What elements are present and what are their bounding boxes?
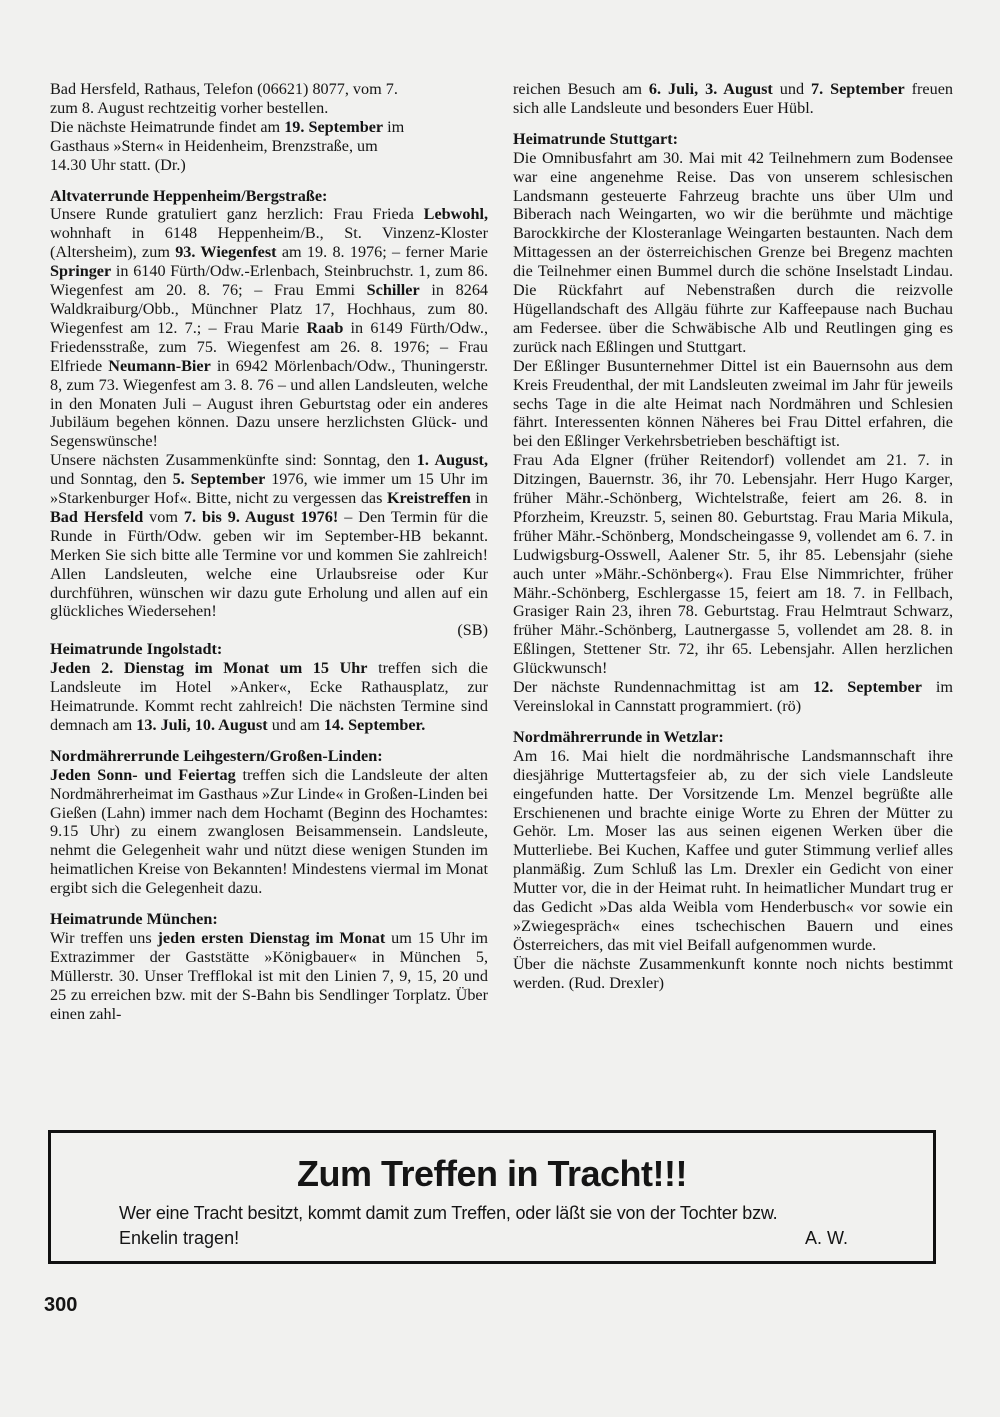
right-column <box>513 80 953 993</box>
section-heading: Heimatrunde Stuttgart: <box>513 129 678 148</box>
notice-box <box>48 1130 936 1264</box>
article-stuttgart <box>513 130 953 716</box>
paragraph: Jeden Sonn- und Feiertag treffen sich die Landsleute der alten Nordmährerheimat im Gasthaus »Zur Linde« in Großen-Linden bei Gießen (Lahn) immer nach dem Hochamt (Beginn des Hochamtes: 9.15 Uhr) zu einem zwanglosen Beisammensein. Landsleute, nehmt die Gelegenheit wahr und nützt diese wenigen Stunden im heimatlichen Kreise von Bekannten! Mindestens viermal im Monat ergibt sich die Gelegenheit dazu. <box>50 765 488 898</box>
paragraph: Am 16. Mai hielt die nordmährische Landsmannschaft ihre diesjährige Muttertagsfeier ab, zu der sich viele Landsleute eingefunden hatte. Der Vorsitzende Lm. Menzel begrüßte alle Erschienenen und brachte einige Worte zu Ehren der Mütter zu Gehör. Lm. Moser las aus seinen eigenen Werken über die Mutterliebe. Bei Kuchen, Kaffee und guter Stimmung verlief alles planmäßig. Zum Schluß las Lm. Drexler ein Gedicht von einer Mutter vor, die in der Heimat ruht. In heimatlicher Mundart trug er das Gedicht »Das alda Weibla vom Henderbusch« vor sowie ein »Zwiegespräch« eines tschechischen Bauern und eines Österreichers, das mit viel Beifall aufgenommen wurde. <box>513 746 953 954</box>
paragraph: Jeden 2. Dienstag im Monat um 15 Uhr treffen sich die Landsleute im Hotel »Anker«, Ecke Rathausplatz, zur Heimatrunde. Kommt recht zahlreich! Die nächsten Termine sind demnach am 13. Juli, 10. August und am 14. September. <box>50 659 488 734</box>
left-column <box>50 80 488 1024</box>
article-heppenheim <box>50 187 488 641</box>
text-line: Die nächste Heimatrunde findet am 19. September im <box>50 117 405 136</box>
paragraph: Unsere Runde gratuliert ganz herzlich: Frau Frieda Lebwohl, wohnhaft in 6148 Heppenheim/B., St. Vinzenz-Kloster (Altersheim), zum 93. Wiegenfest am 19. 8. 1976; – ferner Marie Springer in 6140 Fürth/Odw.-Erlenbach, Steinbruchstr. 1, zum 86. Wiegenfest am 20. 8. 76; – Frau Emmi Schiller in 8264 Waldkraiburg/Obb., Münchner Platz 17, Hochhaus, zum 80. Wiegenfest am 12. 7.; – Frau Marie Raab in 6149 Fürth/Odw., Friedensstraße, zum 75. Wiegenfest am 26. 8. 1976; – Frau Elfriede Neumann-Bier in 6942 Mörlenbach/Odw., Thuningerstr. 8, zum 73. Wiegenfest am 3. 8. 76 – und allen Landsleuten, welche in den Monaten Juli – August ihren Geburtstag oder ein anderes Jubiläum begehen können. Dazu unsere herzlichsten Glück- und Segenswünsche! <box>50 205 489 451</box>
paragraph: Frau Ada Elgner (früher Reitendorf) vollendet am 21. 7. in Ditzingen, Bauernstr. 36, ihr 70. Lebensjahr. Herr Hugo Karger, früher Mähr.-Schönberg, Wichtelstraße, feiert am 26. 8. in Pforzheim, Kreuzstr. 5, seinen 80. Geburtstag. Frau Maria Mikula, früher Mähr.-Schönberg, Mondscheingasse 9, vollendet am 6. 7. in Ludwigsburg-Osswell, Aalener Str. 5, ihr 85. Lebensjahr (siehe auch unter »Mähr.-Schönberg«). Frau Else Nimmrichter, früher Mähr.-Schönberg, Eschlergasse 15, feiert am 18. 7. in Fellbach, Grasiger Rain 23, ihren 78. Geburtstag. Frau Helmtraut Schwarz, früher Mähr.-Schönberg, Lautnergasse 5, vollendet am 28. 8. in Eßlingen, Stettener Str. 72, ihr 65. Lebensjahr. Allen herzlichen Glückwunsch! <box>513 451 953 678</box>
section-heading: Altvaterrunde Heppenheim/Bergstraße: <box>50 186 328 205</box>
text-line: Gasthaus »Stern« in Heidenheim, Brenzstraße, um <box>50 136 378 155</box>
article-ingolstadt <box>50 640 488 735</box>
notice-text: Enkelin tragen! <box>119 1228 240 1248</box>
notice-title: Zum Treffen in Tracht!!! <box>296 1153 687 1194</box>
author-initials: (SB) <box>457 621 488 640</box>
article-muenchen <box>50 910 488 1023</box>
page-number: 300 <box>44 1294 78 1316</box>
paragraph: reichen Besuch am 6. Juli, 3. August und 7. September freuen sich alle Landsleute und besonders Euer Hübl. <box>513 80 953 117</box>
paragraph: Der Eßlinger Busunternehmer Dittel ist ein Bauernsohn aus dem Kreis Freudenthal, der mit Landsleuten zweimal im Jahr für jeweils sechs Tage in die alte Heimat nach Nordmähren und Schlesien fährt. Interessenten können Näheres bei Frau Dittel erfahren, die bei den Eßlinger Verkehrsbetrieben beschäftigt ist. <box>513 356 953 451</box>
notice-signature: A. W. <box>804 1228 848 1248</box>
paragraph: Über die nächste Zusammenkunft konnte noch nichts bestimmt werden. (Rud. Drexler) <box>513 954 953 992</box>
paragraph: Die Omnibusfahrt am 30. Mai mit 42 Teilnehmern zum Bodensee war eine angenehme Reise. Das von unserem schlesischen Landsmann gesteuerte Fahrzeug brachte uns über Ulm und Biberach nach Weingarten, wo wir die berühmte und mächtige Barockkirche der Klosteranlage Weingarten bestaunten. Nach dem Mittagessen an der österreichischen Grenze bei Bregenz machten die Teilnehmer einen Bummel durch die schöne Inselstadt Lindau. Die Rückfahrt auf Nebenstraßen durch die reizvolle Hügellandschaft des Allgäu führte zur Kaffeepause nach Buchau am Federsee. über die Schwäbische Alb und Reutlingen ging es zurück nach Eßlingen und Stuttgart. <box>513 148 953 356</box>
article-leihgestern <box>50 747 488 898</box>
article-muenchen-continued <box>513 80 953 118</box>
notice-text: Wer eine Tracht besitzt, kommt damit zum Treffen, oder läßt sie von der Tochter bzw. <box>119 1203 778 1223</box>
article-wetzlar <box>513 728 953 993</box>
text-line: zum 8. August rechtzeitig vorher bestellen. <box>50 98 329 117</box>
paragraph: Der nächste Rundennachmittag ist am 12. September im Vereinslokal in Cannstatt programmiert. (rö) <box>513 678 953 715</box>
section-heading: Heimatrunde Ingolstadt: <box>50 640 223 659</box>
section-heading: Heimatrunde München: <box>50 910 218 929</box>
text-line: Bad Hersfeld, Rathaus, Telefon (06621) 8077, vom 7. <box>50 80 398 98</box>
section-heading: Nordmährerrunde in Wetzlar: <box>513 727 724 746</box>
article-bad-hersfeld-continued <box>50 80 488 175</box>
text-line: 14.30 Uhr statt. (Dr.) <box>50 155 186 174</box>
section-heading: Nordmährerrunde Leihgestern/Großen-Linden: <box>50 746 383 765</box>
paragraph: Unsere nächsten Zusammenkünfte sind: Sonntag, den 1. August, und Sonntag, den 5. September 1976, wie immer um 15 Uhr im »Starkenburger Hof«. Bitte, nicht zu vergessen das Kreistreffen in Bad Hersfeld vom 7. bis 9. August 1976! – Den Termin für die Runde in Fürth/Odw. geben wir im September-HB bekannt. Merken Sie sich bitte alle Termine vor und kommen Sie zahlreich! Allen Landsleuten, welche eine Urlaubsreise oder Kur durchführen, wünschen wir dazu gute Erholung und allen auf ein glückliches Wiedersehen! <box>50 451 489 621</box>
paragraph: Wir treffen uns jeden ersten Dienstag im Monat um 15 Uhr im Extrazimmer der Gaststätte »Königbauer« in München 5, Müllerstr. 30. Unser Trefflokal ist mit den Linien 7, 9, 15, 20 und 25 zu erreichen bzw. mit der S-Bahn bis Sendlinger Torplatz. Über einen zahl- <box>50 928 488 1023</box>
